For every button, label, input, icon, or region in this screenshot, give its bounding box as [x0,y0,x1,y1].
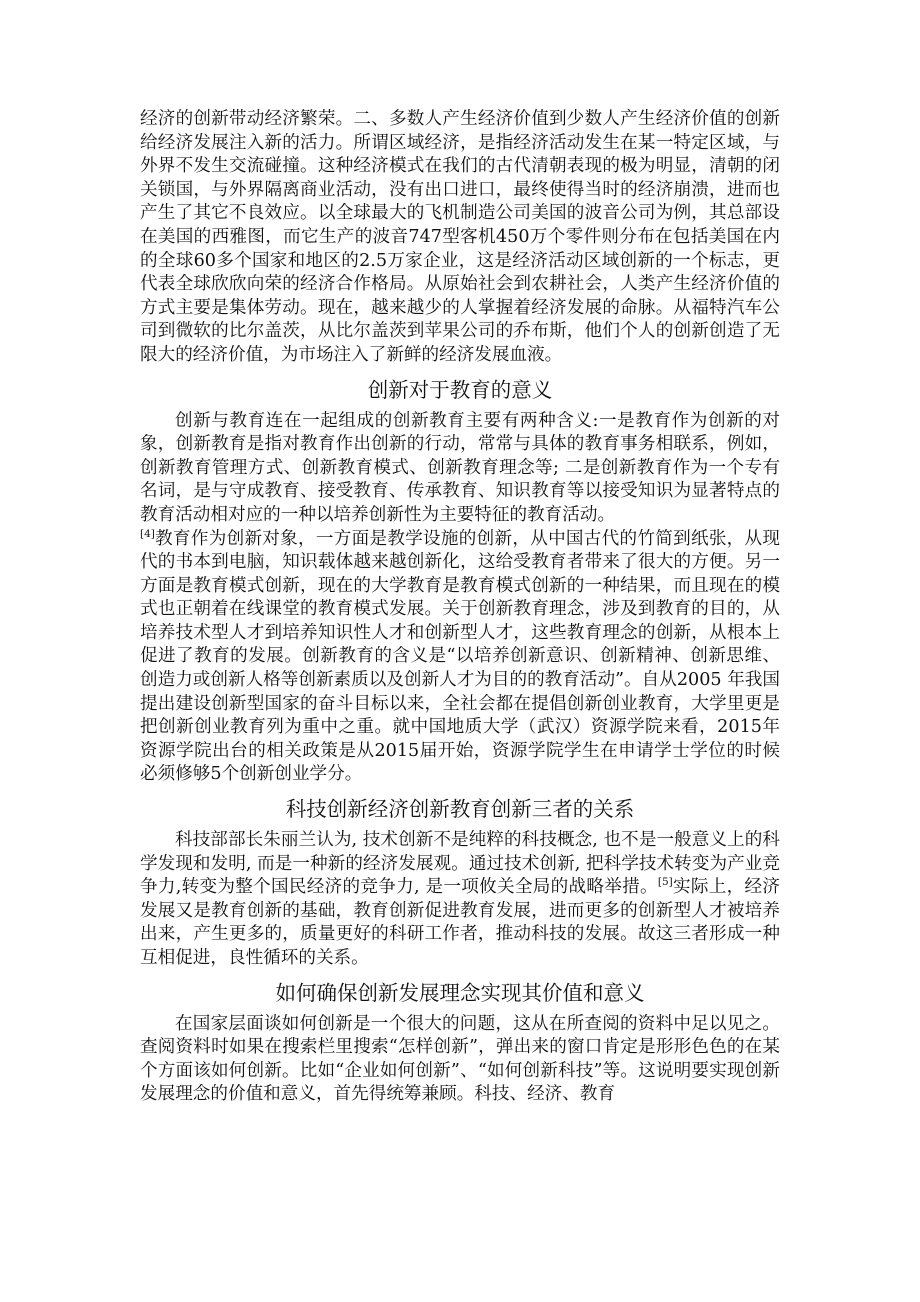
paragraph-text: 经济的创新带动经济繁荣。二、多数人产生经济价值到少数人产生经济价值的创新给经济发展注入新的活力。所谓区域经济，是指经济活动发生在某一特定区域，与外界不发生交流碰撞。这种经济模式在我们的古代清朝表现的极为明显，清朝的闭关锁国，与外界隔离商业活动，没有出口进口，最终使得当时的经济崩溃，进而也产生了其它不良效应。以全球最大的飞机制造公司美国的波音公司为例，其总部设在美国的西雅图，而它生产的波音747型客机450万个零件则分布在包括美国在内的全球60多个国家和地区的2.5万家企业，这是经济活动区域创新的一个标志，更代表全球欣欣向荣的经济合作格局。从原始社会到农耕社会，人类产生经济价值的方式主要是集体劳动。现在，越来越少的人掌握着经济发展的命脉。从福特汽车公司到微软的比尔盖茨，从比尔盖茨到苹果公司的乔布斯，他们个人的创新创造了无限大的经济价值，为市场注入了新鲜的经济发展血液。 [140,109,780,365]
section-heading-relationship: 科技创新经济创新教育创新三者的关系 [285,797,635,822]
section-heading-education: 创新对于教育的意义 [367,377,553,402]
citation-ref-4: [4] [140,527,155,540]
paragraph-text: 实际上，经济发展又是教育创新的基础，教育创新促进教育发展，进而更多的创新型人才被培养出来，产生更多的，质量更好的科研工作者，推动科技的发展。故这三者形成一种互相促进，良性循环的关系。 [140,877,780,968]
paragraph-education-meaning [140,410,780,788]
paragraph-text: 教育作为创新对象，一方面是教学设施的创新，从中国古代的竹简到纸张，从现代的书本到电脑，知识载体越来越创新化，这给受教育者带来了很大的方便。另一方面是教育模式创新，现在的大学教育是教育模式创新的一种结果，而且现在的模式也正朝着在线课堂的教育模式发展。关于创新教育理念，涉及到教育的目的，从培养技术型人才到培养知识性人才和创新型人才，这些教育理念的创新，从根本上促进了教育的发展。创新教育的含义是“以培养创新意识、创新精神、创新思维、创造力或创新人格等创新素质以及创新人才为目的的教育活动”。自从2005 年我国提出建设创新型国家的奋斗目标以来，全社会都在提倡创新创业教育，大学里更是把创新创业教育列为重中之重。就中国地质大学（武汉）资源学院来看，2015年资源学院出台的相关政策是从2015届开始，资源学院学生在申请学士学位的时候必须修够5个创新创业学分。 [140,528,780,785]
paragraph-text: 创新与教育连在一起组成的创新教育主要有两种含义:一是教育作为创新的对象，创新教育是指对教育作出创新的行动，常常与具体的教育事务相联系，例如，创新教育管理方式、创新教育模式、创新教育理念等; 二是创新教育作为一个专有名词，是与守成教育、接受教育、传承教育、知识教育等以接受知识为显著特点的教育活动相对应的一种以培养创新性为主要特征的教育活动。 [140,410,780,525]
paragraph-three-relationship [140,829,780,971]
citation-ref-5: [5] [657,876,673,889]
paragraph-text: 在国家层面谈如何创新是一个很大的问题，这从在所查阅的资料中足以见之。查阅资料时如果在搜索栏里搜索“怎样创新”，弹出来的窗口肯定是形形色色的在某个方面该如何创新。比如“企业如何创新”、“如何创新科技”等。这说明要实现创新发展理念的价值和意义，首先得统筹兼顾。科技、经济、教育 [140,1013,780,1105]
document-page [140,108,780,1107]
paragraph-text: 科技部部长朱丽兰认为, 技术创新不是纯粹的科技概念, 也不是一般意义上的科学发现和发明, 而是一种新的经济发展观。通过技术创新, 把科学技术转变为产业竞争力,转变为整个国民经济的竞争力, 是一项攸关全局的战略举措。 [140,830,780,898]
section-heading-ensure-value: 如何确保创新发展理念实现其价值和意义 [275,980,645,1005]
paragraph-ensure-value [140,1013,780,1107]
paragraph-economic-innovation [140,108,780,368]
